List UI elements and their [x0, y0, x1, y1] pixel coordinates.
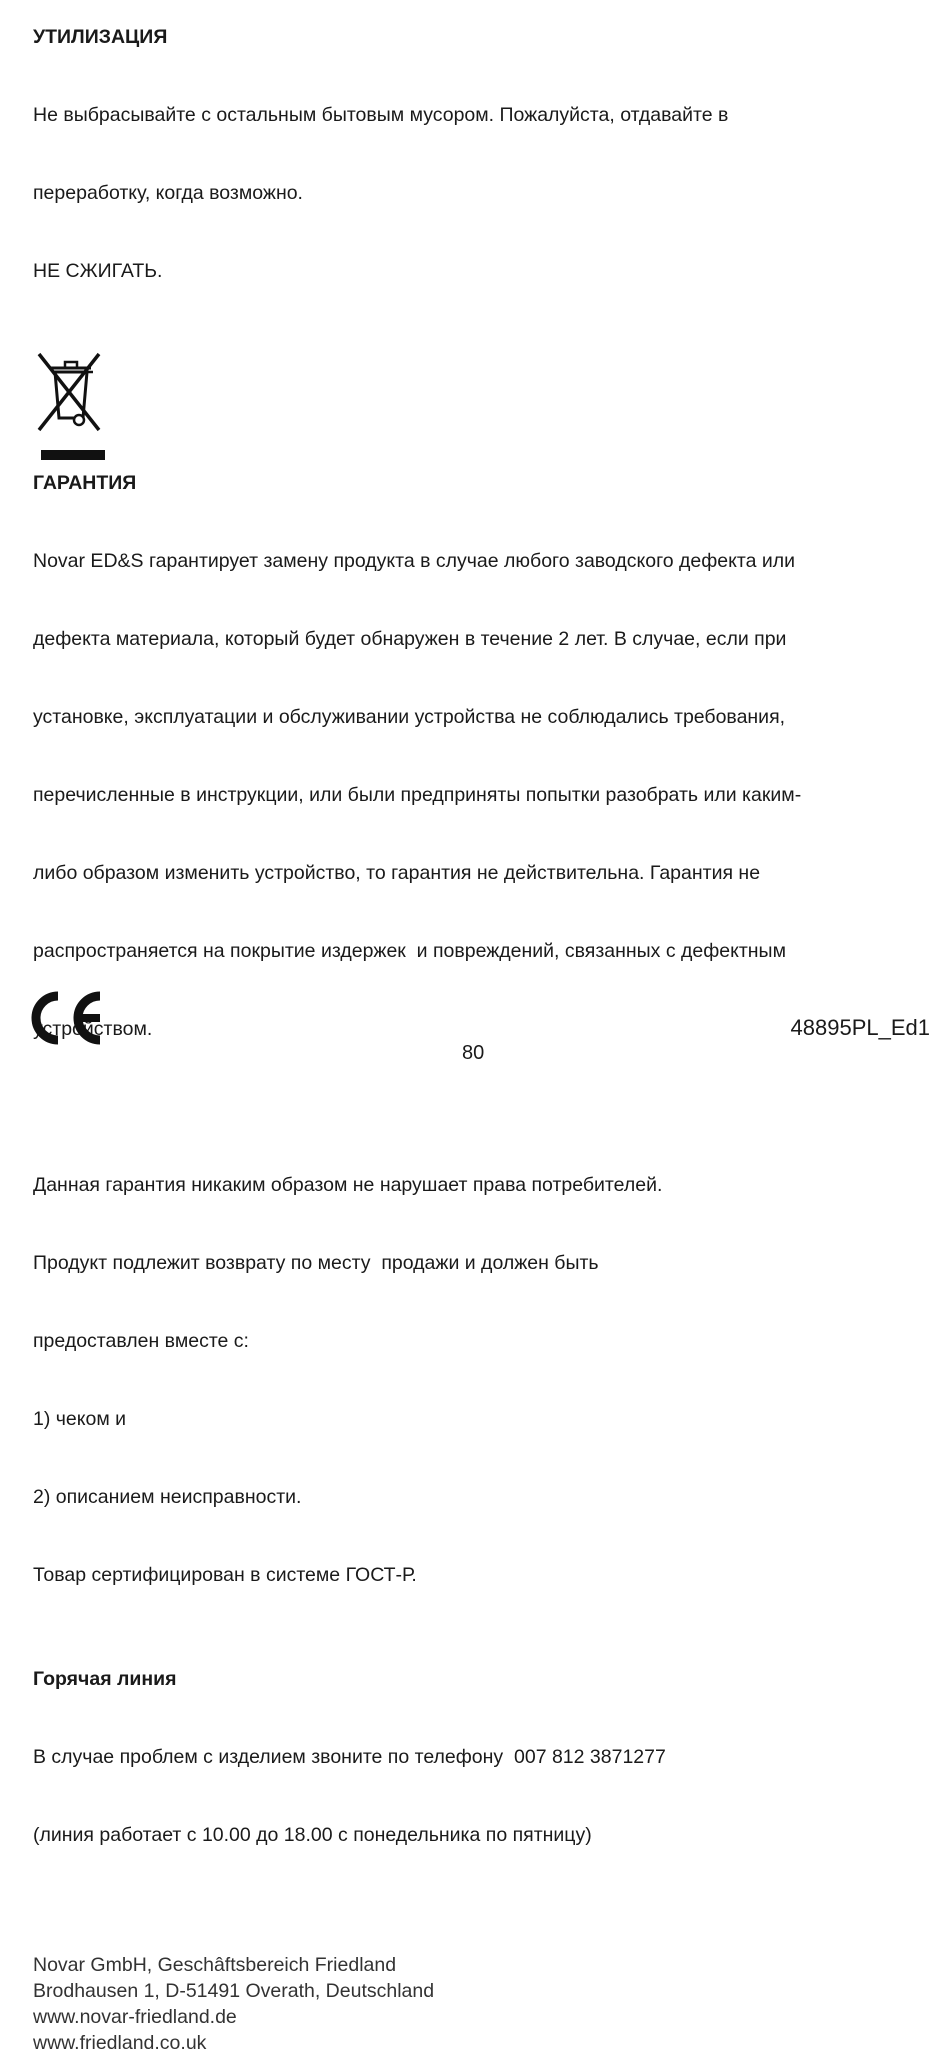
warranty-line: перечисленные в инструкции, или были предприняты попытки разобрать или каким-	[33, 784, 802, 806]
warranty-line: дефекта материала, который будет обнаружен в течение 2 лет. В случае, если при	[33, 628, 787, 650]
warranty-condition-line: Товар сертифицирован в системе ГОСТ-Р.	[33, 1564, 417, 1586]
disposal-heading: УТИЛИЗАЦИЯ	[33, 26, 168, 48]
website-link[interactable]: www.novar-friedland.de	[33, 2006, 237, 2028]
warranty-condition-line: предоставлен вместе с:	[33, 1330, 249, 1352]
disposal-line: НЕ СЖИГАТЬ.	[33, 260, 163, 282]
hotline-line: В случае проблем с изделием звоните по телефону 007 812 3871277	[33, 1746, 666, 1768]
address-line: Novar GmbH, Geschâftsbereich Friedland	[33, 1954, 397, 1976]
page-number: 80	[462, 1042, 485, 1064]
warranty-text	[33, 496, 923, 1094]
disposal-line: переработку, когда возможно.	[33, 182, 303, 204]
disposal-text	[33, 50, 923, 336]
warranty-condition-line: Продукт подлежит возврату по месту продажи и должен быть	[33, 1252, 599, 1274]
warranty-line: распространяется на покрытие издержек и повреждений, связанных с дефектным	[33, 940, 786, 962]
crossed-out-wheelie-bin-icon	[33, 350, 105, 436]
disposal-section	[33, 24, 923, 460]
hotline-section	[33, 1666, 923, 1900]
ce-mark-icon	[28, 990, 106, 1046]
document-code: 48895PL_Ed1	[790, 1015, 930, 1040]
hotline-line: (линия работает с 10.00 до 18.00 с понедельника по пятницу)	[33, 1824, 592, 1846]
document-page	[33, 24, 923, 2056]
warranty-line: либо образом изменить устройство, то гарантия не действительна. Гарантия не	[33, 862, 761, 884]
website-link[interactable]: www.friedland.co.uk	[33, 2032, 207, 2054]
warranty-line: установке, эксплуатации и обслуживании устройства не соблюдались требования,	[33, 706, 786, 728]
warranty-conditions-text	[33, 1120, 923, 1640]
warranty-heading: ГАРАНТИЯ	[33, 472, 137, 494]
warranty-line: Novar ED&S гарантирует замену продукта в случае любого заводского дефекта или	[33, 550, 796, 572]
manufacturer-address	[33, 1952, 923, 2056]
warranty-condition-line: 2) описанием неисправности.	[33, 1486, 302, 1508]
weee-underline-bar	[41, 450, 105, 460]
hotline-text	[33, 1692, 923, 1900]
warranty-condition-line: Данная гарантия никаким образом не нарушает права потребителей.	[33, 1174, 663, 1196]
hotline-heading: Горячая линия	[33, 1668, 177, 1690]
warranty-line: устройством.	[33, 1018, 153, 1040]
address-line: Brodhausen 1, D-51491 Overath, Deutschland	[33, 1980, 435, 2002]
disposal-line: Не выбрасывайте с остальным бытовым мусором. Пожалуйста, отдавайте в	[33, 104, 729, 126]
warranty-condition-line: 1) чеком и	[33, 1408, 127, 1430]
